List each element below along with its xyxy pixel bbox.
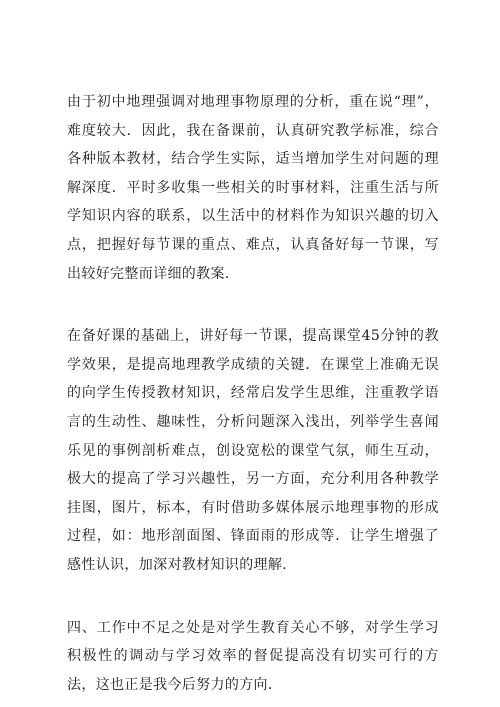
paragraph-shortcomings: 四、工作中不足之处是对学生教育关心不够，对学生学习积极性的调动与学习效率的督促提高没有切实可行的方法，这也正是我今后努力的方向． [67, 619, 439, 693]
paragraph-classroom-teaching: 在备好课的基础上，讲好每一节课，提高课堂45分钟的教学效果，是提高地理教学成绩的关键．在课堂上准确无误的向学生传授教材知识，经常启发学生思维，注重教学语言的生动性、趣味性，分析问题深入浅出，列举学生喜闻乐见的事例剖析难点，创设宽松的课堂气氛，师生互动，极大的提高了学习兴趣性，另一方面，充分利用各种教学挂图，图片，标本，有时借助多媒体展示地理事物的形成过程，如：地形剖面图、锋面雨的形成等．让学生增强了感性认识，加深对教材知识的理解． [67, 328, 439, 573]
document-body [67, 88, 439, 699]
paragraph-lesson-preparation: 由于初中地理强调对地理事物原理的分析，重在说“理”，难度较大．因此，我在备课前，认真研究教学标准，综合各种版本教材，结合学生实际，适当增加学生对问题的理解深度．平时多收集一些相关的时事材料，注重生活与所学知识内容的联系，以生活中的材料作为知识兴趣的切入点，把握好每节课的重点、难点，认真备好每一节课，写出较好完整而详细的教案． [67, 94, 439, 282]
